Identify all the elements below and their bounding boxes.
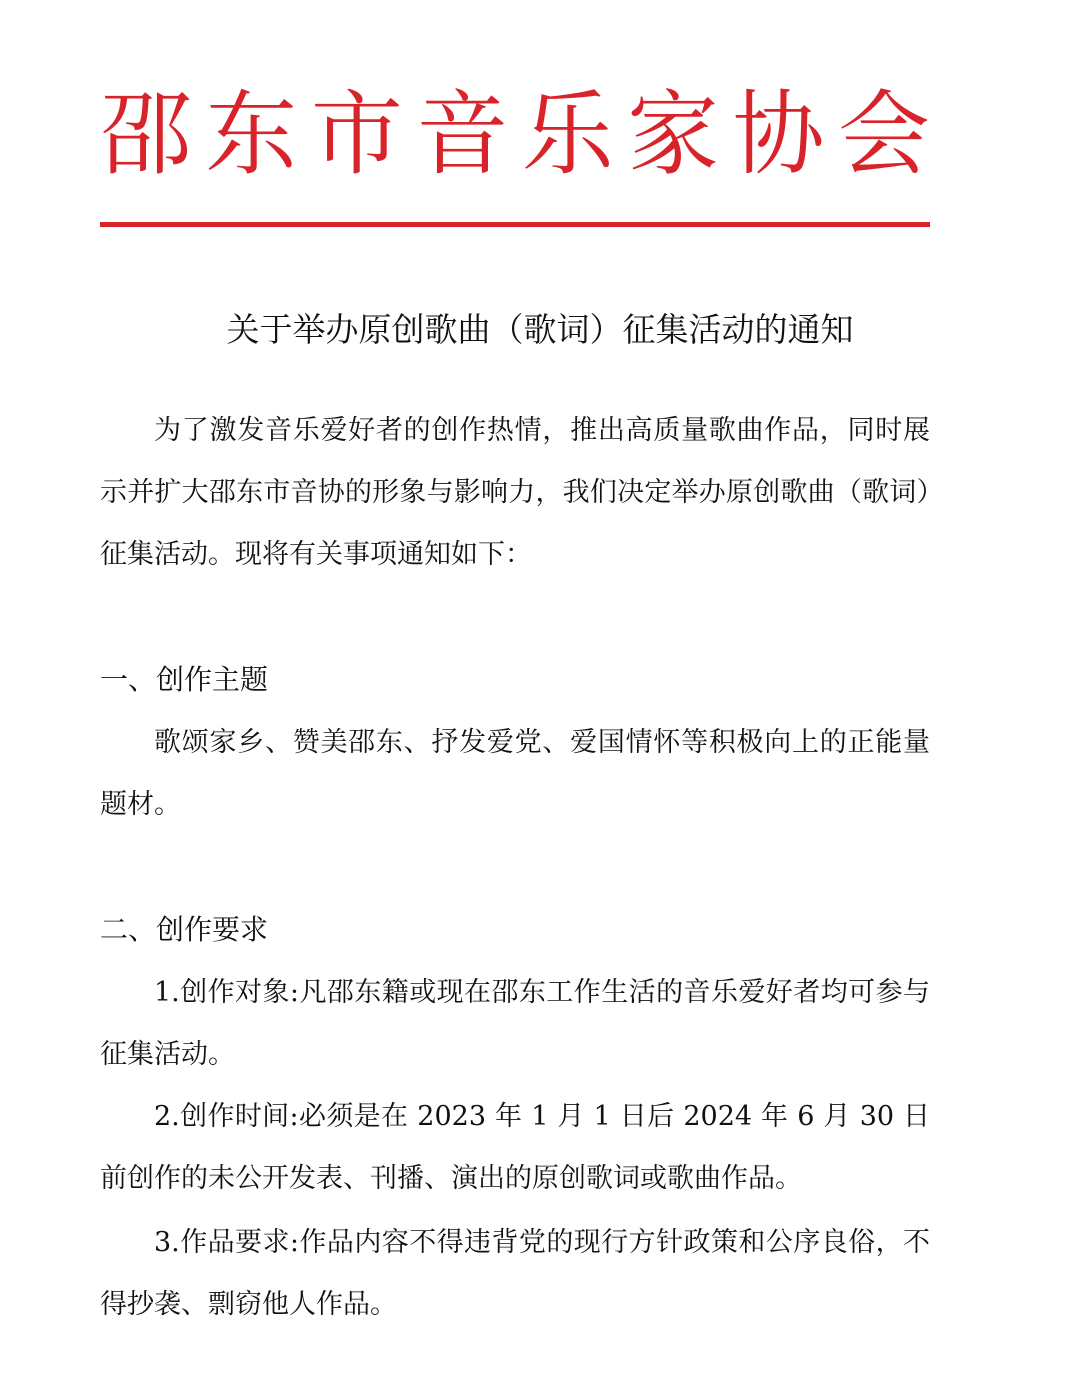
org-char: 东 (205, 81, 298, 188)
requirement-item-1: 1.创作对象:凡邵东籍或现在邵东工作生活的音乐爱好者均可参与征集活动。 (100, 977, 930, 1070)
organization-header (100, 80, 930, 190)
intro-paragraph: 为了激发音乐爱好者的创作热情，推出高质量歌曲作品，同时展示并扩大邵东市音协的形象与影响力，我们决定举办原创歌曲（歌词）征集活动。现将有关事项通知如下： (100, 415, 930, 570)
header-divider (100, 222, 930, 227)
org-char: 乐 (521, 81, 614, 188)
section-1-body: 歌颂家乡、赞美邵东、抒发爱党、爱国情怀等积极向上的正能量题材。 (100, 727, 930, 820)
org-char: 音 (416, 81, 509, 188)
org-char: 邵 (100, 81, 193, 188)
requirement-item-2: 2.创作时间:必须是在 2023 年 1 月 1 日后 2024 年 6 月 30 日前创作的未公开发表、刊播、演出的原创歌词或歌曲作品。 (100, 1101, 930, 1194)
section-2-heading: 二、创作要求 (100, 913, 269, 946)
requirement-item-3: 3.作品要求:作品内容不得违背党的现行方针政策和公序良俗，不得抄袭、剽窃他人作品。 (100, 1227, 930, 1320)
org-char: 协 (732, 81, 825, 188)
section-1-heading: 一、创作主题 (100, 663, 269, 696)
document-title: 关于举办原创歌曲（歌词）征集活动的通知 (226, 310, 854, 349)
org-char: 家 (627, 81, 720, 188)
org-char: 市 (310, 81, 403, 188)
org-char: 会 (837, 81, 930, 188)
